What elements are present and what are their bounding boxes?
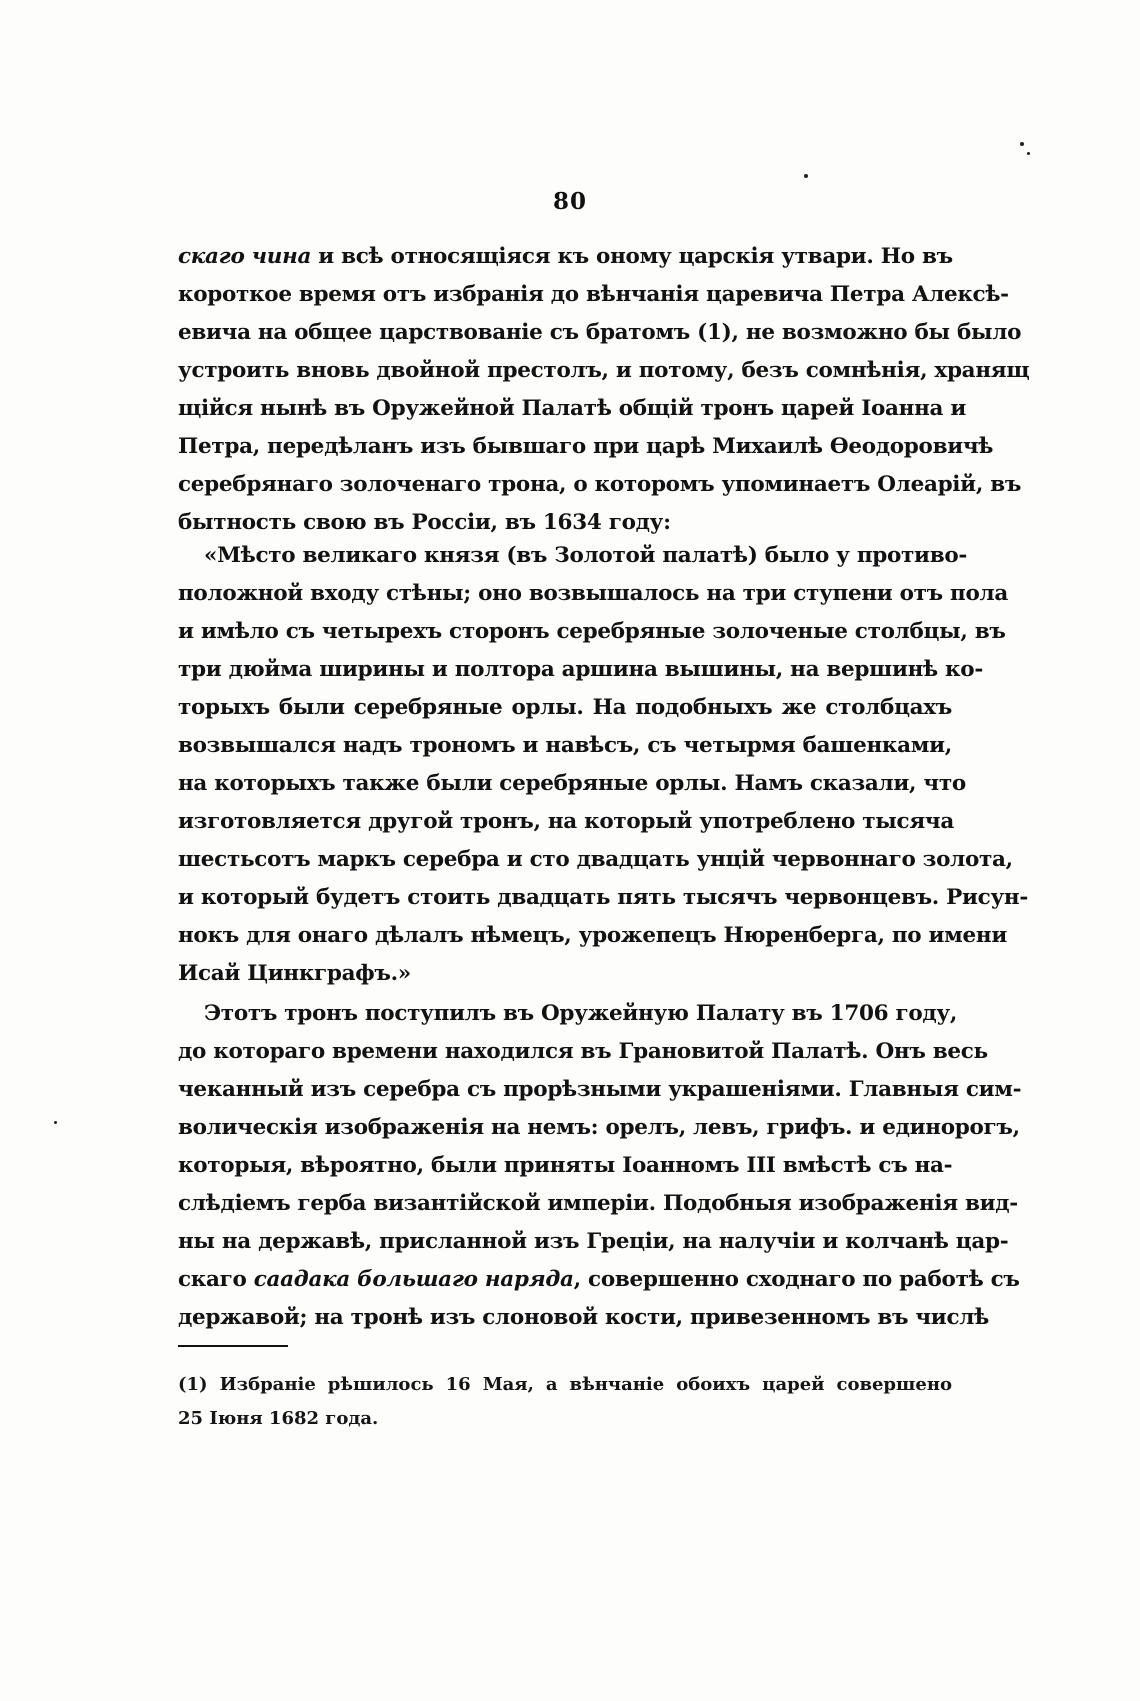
text-line: до котораго времени находился въ Грановитой Палатѣ. Онъ весь — [178, 1039, 988, 1064]
text-line: положной входу стѣны; оно возвышалось на три ступени отъ пола — [178, 581, 1009, 606]
text-line: на которыхъ также были серебряные орлы. Намъ сказали, что — [178, 771, 966, 796]
paragraph-3 — [178, 995, 1022, 1337]
footnote — [178, 1368, 952, 1436]
text-line: чеканный изъ серебра съ прорѣзными украшеніями. Главныя сим- — [178, 1077, 1022, 1102]
footnote-line: (1) Избраніе рѣшилось 16 Мая, а вѣнчаніе обоихъ царей совершено — [178, 1374, 952, 1395]
line-text: и всѣ относящіяся къ оному царскія утвари. Но въ — [311, 244, 953, 269]
text-line: слѣдіемъ герба византійской имперіи. Подобныя изображенія вид- — [178, 1191, 1018, 1216]
text-line: Исай Цинкграфъ.» — [178, 961, 411, 986]
text-line: ны на державѣ, присланной изъ Греціи, на налучіи и колчанѣ цар- — [178, 1229, 1009, 1254]
text-line: щійся нынѣ въ Оружейной Палатѣ общій тронъ царей Іоанна и — [178, 396, 966, 421]
paragraph-1 — [178, 238, 1030, 542]
text-line: устроить вновь двойной престолъ, и потому, безъ сомнѣнія, хранящ — [178, 358, 1030, 383]
text-line — [178, 238, 952, 276]
ink-speck — [1020, 142, 1024, 146]
text-line: изготовляется другой тронъ, на который употреблено тысяча — [178, 809, 954, 834]
line-text: , совершенно сходнаго по работѣ съ — [573, 1267, 1020, 1292]
footnote-divider — [178, 1345, 288, 1347]
page-number: 80 — [552, 188, 587, 215]
line-text: скаго — [178, 1267, 254, 1292]
text-line: державой; на тронѣ изъ слоновой кости, привезенномъ въ числѣ — [178, 1305, 989, 1330]
text-line: Петра, передѣланъ изъ бывшаго при царѣ Михаилѣ Ѳеодоровичѣ — [178, 434, 994, 459]
text-line: нокъ для онаго дѣлалъ нѣмецъ, урожепецъ Нюренберга, по имени — [178, 923, 1007, 948]
text-line: бытность свою въ Россіи, въ 1634 году: — [178, 510, 671, 535]
text-line: которыя, вѣроятно, были приняты Іоанномъ III вмѣстѣ съ на- — [178, 1153, 953, 1178]
italic-phrase: скаго чина — [178, 244, 312, 269]
text-line: евича на общее царствованіе съ братомъ (1), не возможно бы было — [178, 320, 1022, 345]
text-line: и который будетъ стоить двадцать пять тысячъ червонцевъ. Рисун- — [178, 885, 1028, 910]
ink-speck — [1027, 152, 1030, 155]
text-line: возвышался надъ трономъ и навѣсъ, съ четырмя башенками, — [178, 733, 952, 758]
text-line: «Мѣсто великаго князя (въ Золотой палатѣ) было у противо- — [204, 543, 968, 568]
text-line: Этотъ тронъ поступилъ въ Оружейную Палату въ 1706 году, — [204, 1001, 958, 1026]
text-line — [178, 1261, 1020, 1299]
quotation-paragraph — [178, 537, 1028, 993]
ink-speck — [804, 174, 808, 178]
text-line: серебрянаго золоченаго трона, о которомъ упоминаетъ Олеарій, въ — [178, 472, 1022, 497]
text-line: три дюйма ширины и полтора аршина вышины, на вершинѣ ко- — [178, 657, 983, 682]
text-line: короткое время отъ избранія до вѣнчанія царевича Петра Алексѣ- — [178, 282, 1009, 307]
ink-speck — [54, 1121, 57, 1124]
text-line: торыхъ были серебряные орлы. На подобныхъ же столбцахъ — [178, 695, 952, 720]
text-line: волическія изображенія на немъ: орелъ, левъ, грифъ. и единорогъ, — [178, 1115, 1020, 1140]
text-line: и имѣло съ четырехъ сторонъ серебряные золоченые столбцы, въ — [178, 619, 1006, 644]
text-line: шестьсотъ маркъ серебра и сто двадцать унцій червоннаго золота, — [178, 847, 1013, 872]
italic-phrase: саадака большаго наряда — [253, 1267, 574, 1292]
footnote-line: 25 Іюня 1682 года. — [178, 1408, 379, 1429]
